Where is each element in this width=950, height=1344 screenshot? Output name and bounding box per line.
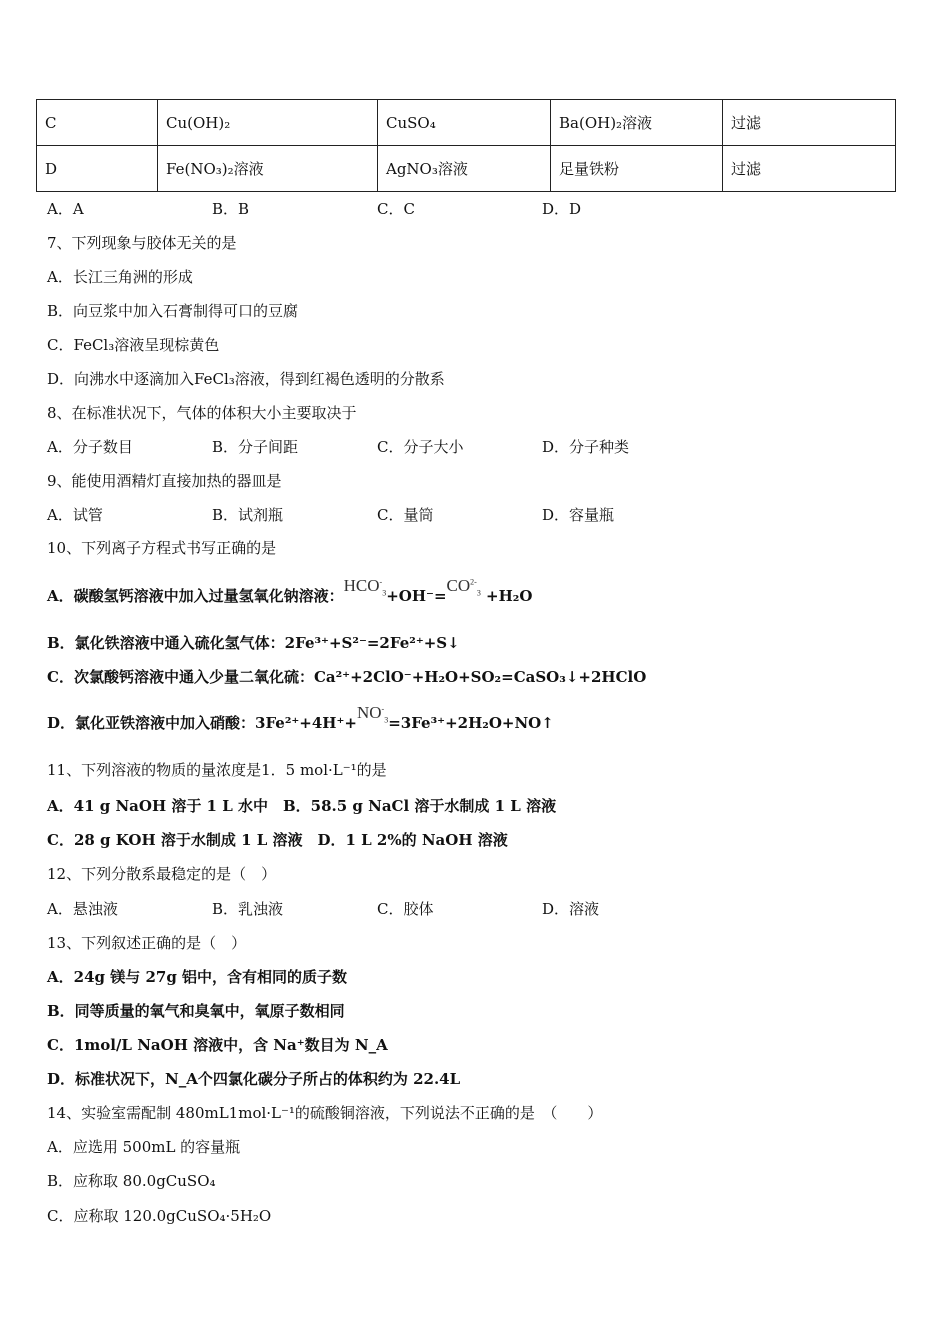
option-text: +OH⁻= — [386, 587, 447, 605]
table-cell: 过滤 — [723, 146, 896, 192]
option: A．A — [47, 200, 84, 218]
option: A．试管 — [47, 506, 103, 524]
q13-stem: 13、下列叙述正确的是（ ） — [47, 934, 247, 952]
table-row — [37, 146, 896, 192]
q10-stem: 10、下列离子方程式书写正确的是 — [47, 539, 277, 557]
option: B．B — [212, 200, 250, 218]
option: A．分子数目 — [47, 438, 133, 456]
option: C．分子大小 — [377, 438, 464, 456]
q12-options — [47, 899, 707, 919]
option: B．试剂瓶 — [212, 506, 284, 524]
co3-formula: $CO^{2-}_3$ — [446, 576, 481, 598]
table-cell: 过滤 — [723, 100, 896, 146]
q7-option-d: D．向沸水中逐滴加入FeCl₃溶液，得到红褐色透明的分散系 — [47, 370, 445, 388]
no3-formula: $NO^-_3$ — [356, 703, 389, 725]
q11-options-cd: C．28 g KOH 溶于水制成 1 L 溶液 D．1 L 2%的 NaOH 溶液 — [47, 831, 508, 849]
table-cell: C — [37, 100, 158, 146]
q6-options — [47, 199, 707, 219]
option-text: +H₂O — [480, 587, 533, 605]
option: C．C — [377, 200, 415, 218]
table-row — [37, 100, 896, 146]
q14-option-a: A．应选用 500mL 的容量瓶 — [47, 1138, 241, 1156]
q10-option-d — [47, 703, 554, 733]
q7-option-c: C．FeCl₃溶液呈现棕黄色 — [47, 336, 220, 354]
hco3-formula: $HCO^-_3$ — [343, 576, 387, 598]
q8-options — [47, 437, 707, 457]
option: C．量筒 — [377, 506, 434, 524]
option: B．乳浊液 — [212, 900, 284, 918]
options-table — [36, 99, 896, 192]
q14-option-b: B．应称取 80.0gCuSO₄ — [47, 1172, 216, 1190]
table-cell: D — [37, 146, 158, 192]
option: B．分子间距 — [212, 438, 299, 456]
q7-option-b: B．向豆浆中加入石膏制得可口的豆腐 — [47, 302, 299, 320]
option: D．分子种类 — [542, 438, 630, 456]
option-text: D．氯化亚铁溶液中加入硝酸：3Fe²⁺+4H⁺+ — [47, 714, 357, 732]
q14-stem: 14、实验室需配制 480mL1mol·L⁻¹的硫酸铜溶液，下列说法不正确的是 （ ） — [47, 1104, 603, 1122]
option-text: =3Fe³⁺+2H₂O+NO↑ — [388, 714, 554, 732]
option: C．胶体 — [377, 900, 434, 918]
q9-stem: 9、能使用酒精灯直接加热的器皿是 — [47, 472, 282, 490]
q10-option-b: B．氯化铁溶液中通入硫化氢气体：2Fe³⁺+S²⁻=2Fe²⁺+S↓ — [47, 634, 460, 652]
q13-option-c: C．1mol/L NaOH 溶液中，含 Na⁺数目为 N_A — [47, 1036, 388, 1054]
q7-option-a: A．长江三角洲的形成 — [47, 268, 193, 286]
q13-option-b: B．同等质量的氧气和臭氧中，氧原子数相同 — [47, 1002, 345, 1020]
q12-stem: 12、下列分散系最稳定的是（ ） — [47, 865, 277, 883]
q9-options — [47, 505, 707, 525]
q13-option-a: A．24g 镁与 27g 铝中，含有相同的质子数 — [47, 968, 348, 986]
option: D．容量瓶 — [542, 506, 615, 524]
q8-stem: 8、在标准状况下，气体的体积大小主要取决于 — [47, 404, 357, 422]
q13-option-d: D．标准状况下，N_A个四氯化碳分子所占的体积约为 22.4L — [47, 1070, 461, 1088]
option: D．D — [542, 200, 582, 218]
q11-stem: 11、下列溶液的物质的量浓度是1．5 mol·L⁻¹的是 — [47, 761, 387, 779]
table-cell: 足量铁粉 — [551, 146, 723, 192]
option-text: A．碳酸氢钙溶液中加入过量氢氧化钠溶液： — [47, 587, 344, 605]
q14-option-c: C．应称取 120.0gCuSO₄·5H₂O — [47, 1207, 272, 1225]
q7-stem: 7、下列现象与胶体无关的是 — [47, 234, 237, 252]
q10-option-c: C．次氯酸钙溶液中通入少量二氧化硫：Ca²⁺+2ClO⁻+H₂O+SO₂=CaSO₃↓+2HClO — [47, 668, 647, 686]
table-cell: CuSO₄ — [378, 100, 551, 146]
table-cell: Fe(NO₃)₂溶液 — [158, 146, 378, 192]
q11-options-ab: A．41 g NaOH 溶于 1 L 水中 B．58.5 g NaCl 溶于水制成 1 L 溶液 — [47, 797, 557, 815]
table-cell: Cu(OH)₂ — [158, 100, 378, 146]
option: A．悬浊液 — [47, 900, 118, 918]
q10-option-a — [47, 576, 533, 606]
option: D．溶液 — [542, 900, 600, 918]
table-cell: AgNO₃溶液 — [378, 146, 551, 192]
table-cell: Ba(OH)₂溶液 — [551, 100, 723, 146]
